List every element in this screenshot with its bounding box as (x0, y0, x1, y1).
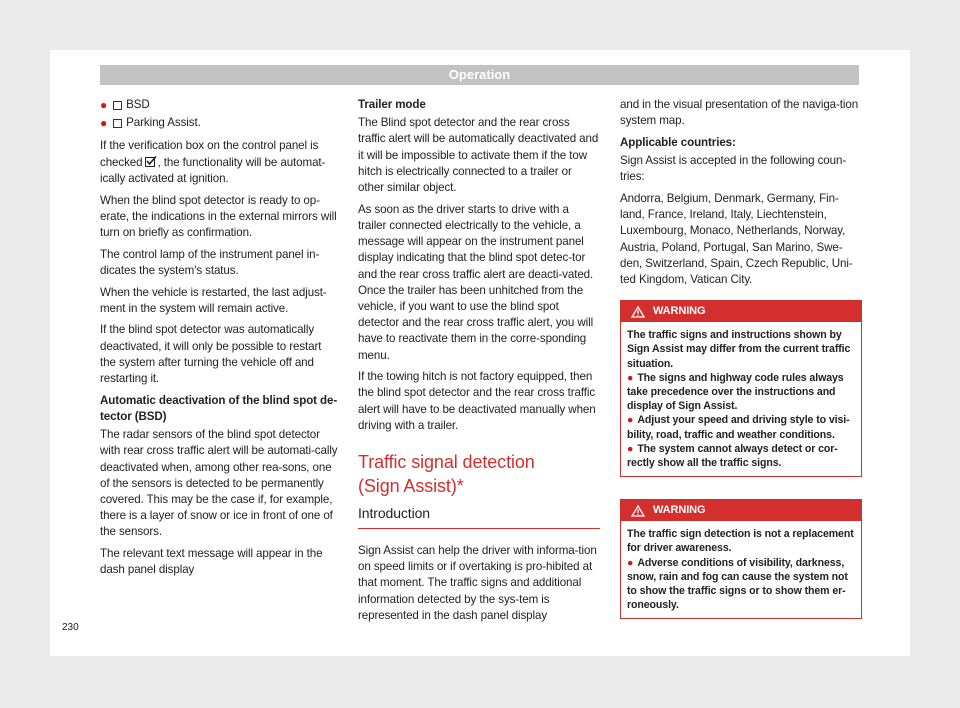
list-item: ● The system cannot always detect or cor-rectly show all the traffic signs. (627, 442, 838, 470)
list-item: ● The signs and highway code rules always take precedence over the instructions and display of Sign Assist. (627, 371, 844, 413)
page-number: 230 (62, 622, 79, 633)
paragraph: If the towing hitch is not factory equipped, then the blind spot detector and the rear cross traffic alert will have to be deactivated manually when driving with a trailer. (358, 370, 596, 432)
paragraph: If the blind spot detector was automatically deactivated, it will only be possible to restart the system after turning the vehicle off and restarting it. (100, 323, 322, 386)
page-header: Operation (100, 65, 859, 85)
paragraph: Sign Assist can help the driver with informa-tion on speed limits or if overtaking is pro-hibited at that moment. The traffic signs and additional information detected by the sys-tem is represented in the dash panel display (358, 544, 597, 622)
bullet-icon: ● (627, 442, 634, 455)
list-item: ● BSD (100, 98, 150, 112)
paragraph: and in the visual presentation of the naviga-tion system map. (620, 98, 859, 128)
section-subtitle: Introduction (358, 504, 600, 529)
warning-body: The traffic sign detection is not a replacement for driver awareness. ● Adverse conditions of visibility, darkness, snow, rain and fog can cause the system not to show the traffic signs or to show them er-roneously. (627, 528, 854, 612)
bullet-icon: ● (627, 371, 634, 384)
paragraph: If the verification box on the control panel is checked , the functionality will be automat-ically activated at ignition. (100, 139, 326, 185)
list-item: ● Parking Assist. (100, 116, 201, 131)
paragraph: Sign Assist is accepted in the following coun-tries: (620, 154, 847, 184)
warning-triangle-icon (631, 505, 645, 517)
warning-header: WARNING (621, 301, 861, 322)
paragraph: The control lamp of the instrument panel in-dicates the system's status. (100, 247, 320, 277)
warning-box (620, 300, 862, 477)
warning-box (620, 499, 862, 619)
subsection-heading: Trailer mode (358, 98, 426, 111)
list-item: ● Adverse conditions of visibility, darkness, snow, rain and fog can cause the system not to show the traffic signs or to show them er-roneously. (627, 556, 848, 612)
bullet-icon: ● (627, 414, 634, 427)
paragraph: Andorra, Belgium, Denmark, Germany, Fin-land, France, Ireland, Italy, Liechtenstein, Luxembourg, Monaco, Netherlands, Norway, Austria, Poland, Portugal, San Marino, Swe-den, Switzerland, Spain, Czech Republic, Uni-ted Kingdom, Vatican City. (620, 192, 853, 287)
bullet-icon: ● (627, 556, 634, 569)
checkbox-icon (113, 119, 122, 128)
subsection-heading: Applicable countries: (620, 135, 736, 149)
paragraph: The radar sensors of the blind spot detector with rear cross traffic alert will be automati-cally deactivated when, among other rea-sons, one of the sensors is detected to be permanently covered. This may be the case if, for example, there is a layer of snow or ice in front of one of the sensors. (100, 428, 338, 539)
bullet-icon: ● (100, 116, 108, 131)
paragraph: The Blind spot detector and the rear cross traffic alert will be automatically deactivated and it will be impossible to activate them if the tow hitch is electrically connected to a trailer or other similar object. (358, 116, 599, 195)
section-title: Traffic signal detection (Sign Assist)* (358, 452, 535, 497)
warning-header: WARNING (621, 500, 861, 521)
manual-page (50, 50, 910, 656)
warning-body: The traffic signs and instructions shown by Sign Assist may differ from the current traffic situation. ● The signs and highway code rules always take precedence over the instructions and display of Sign Assist. ● Adjust your speed and driving style to visi-bility, road, traffic and weather conditions. ● The system cannot always detect or cor-rectly show all the traffic signs. (621, 322, 861, 476)
checkbox-icon (113, 101, 122, 110)
bullet-icon: ● (100, 98, 108, 112)
column-3 (620, 97, 862, 633)
paragraph: As soon as the driver starts to drive with a trailer connected electrically to the vehicle, a message will appear on the instrument panel display indicating that the blind spot detec-tor and the rear cross traffic alert are deacti-vated. Once the trailer has been unhitched from the vehicle, if you want to use the blind spot detector and the rear cross traffic alert, you will have to reactivate them in the corre-sponding menu. (358, 202, 594, 362)
paragraph: When the blind spot detector is ready to op-erate, the indications in the external mirrors will turn on briefly as confirmation. (100, 193, 337, 239)
paragraph: The relevant text message will appear in the dash panel display (100, 547, 323, 577)
paragraph: When the vehicle is restarted, the last adjust-ment in the system will remain active. (100, 285, 327, 315)
subsection-heading: Automatic deactivation of the blind spot de-tector (BSD) (100, 393, 338, 423)
warning-triangle-icon (631, 306, 645, 318)
column-1 (100, 97, 338, 584)
column-2 (358, 97, 600, 630)
list-item: ● Adjust your speed and driving style to visi-bility, road, traffic and weather conditions. (627, 414, 850, 441)
checked-box-icon (145, 156, 157, 167)
